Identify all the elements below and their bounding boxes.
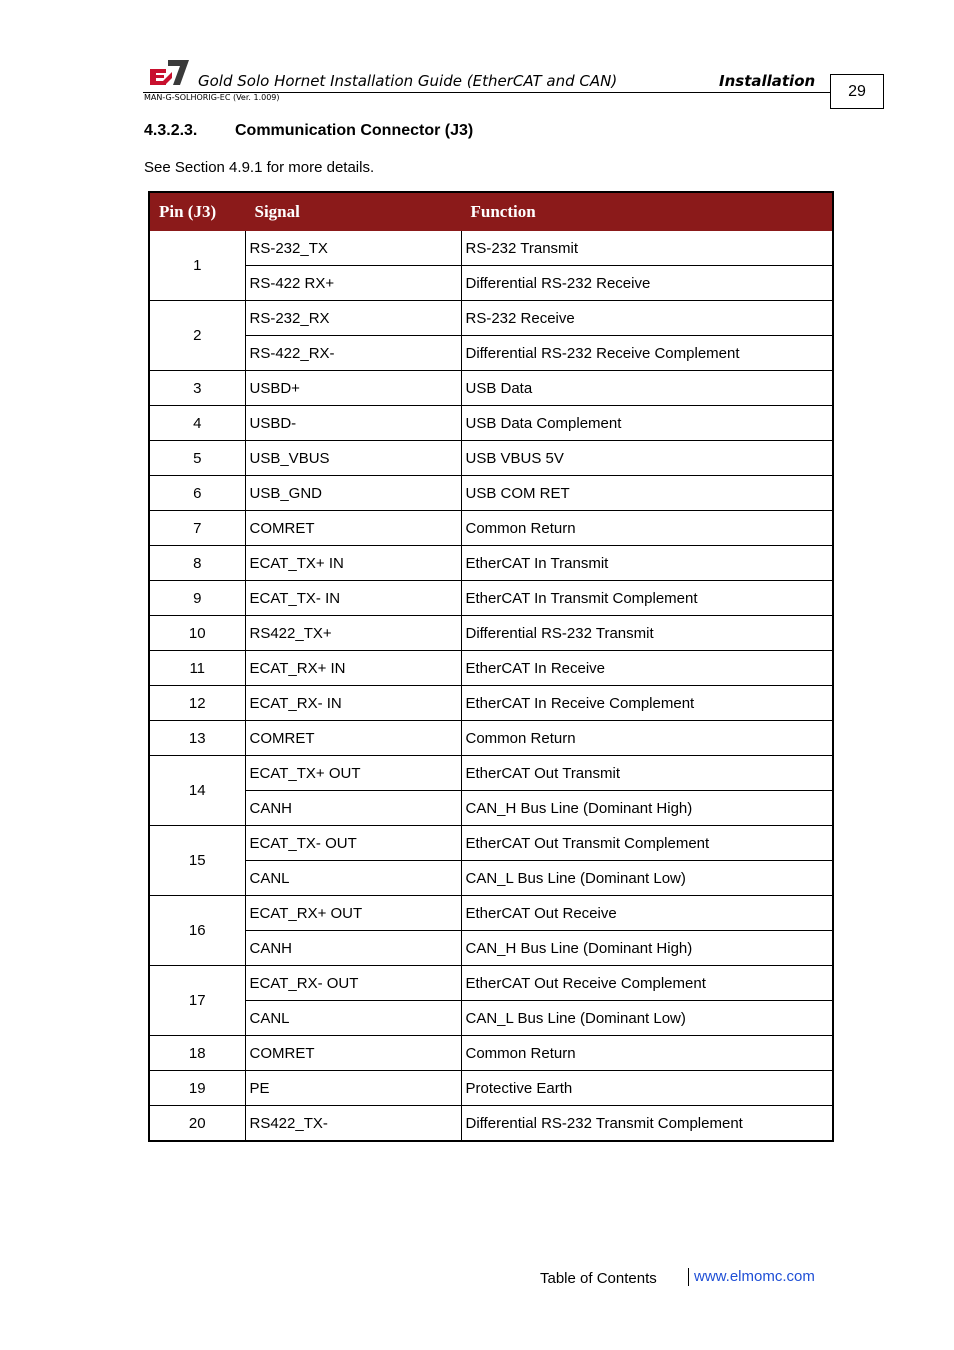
signal-cell: USBD+ bbox=[245, 371, 461, 406]
function-cell: CAN_H Bus Line (Dominant High) bbox=[461, 931, 833, 966]
signal-cell: USB_VBUS bbox=[245, 441, 461, 476]
pin-number-cell: 4 bbox=[149, 406, 245, 441]
pin-number-cell: 2 bbox=[149, 301, 245, 371]
function-cell: EtherCAT Out Transmit Complement bbox=[461, 826, 833, 861]
pin-number-cell: 20 bbox=[149, 1106, 245, 1142]
table-row bbox=[149, 756, 833, 791]
function-cell: Differential RS-232 Receive bbox=[461, 266, 833, 301]
table-row bbox=[149, 231, 833, 266]
website-link[interactable]: www.elmomc.com bbox=[694, 1268, 815, 1285]
function-cell: EtherCAT In Transmit Complement bbox=[461, 581, 833, 616]
page-number bbox=[830, 74, 884, 109]
function-cell: Common Return bbox=[461, 1036, 833, 1071]
function-cell: USB Data bbox=[461, 371, 833, 406]
table-row bbox=[149, 686, 833, 721]
function-cell: Differential RS-232 Transmit Complement bbox=[461, 1106, 833, 1142]
function-cell: USB VBUS 5V bbox=[461, 441, 833, 476]
signal-cell: CANH bbox=[245, 791, 461, 826]
footer-separator bbox=[688, 1268, 689, 1286]
pin-table bbox=[148, 191, 834, 1142]
function-cell: Differential RS-232 Transmit bbox=[461, 616, 833, 651]
table-row bbox=[149, 966, 833, 1001]
function-cell: RS-232 Transmit bbox=[461, 231, 833, 266]
pin-number-cell: 12 bbox=[149, 686, 245, 721]
pin-number-cell: 9 bbox=[149, 581, 245, 616]
function-cell: CAN_L Bus Line (Dominant Low) bbox=[461, 861, 833, 896]
elmo-logo-icon bbox=[148, 58, 190, 88]
table-row bbox=[149, 896, 833, 931]
document-title: Gold Solo Hornet Installation Guide (EtherCAT and CAN) bbox=[198, 72, 618, 90]
table-row bbox=[149, 406, 833, 441]
table-row bbox=[149, 1106, 833, 1142]
signal-cell: ECAT_RX+ OUT bbox=[245, 896, 461, 931]
function-cell: CAN_L Bus Line (Dominant Low) bbox=[461, 1001, 833, 1036]
signal-cell: ECAT_TX+ IN bbox=[245, 546, 461, 581]
signal-cell: ECAT_TX+ OUT bbox=[245, 756, 461, 791]
function-cell: USB COM RET bbox=[461, 476, 833, 511]
function-cell: EtherCAT In Receive Complement bbox=[461, 686, 833, 721]
table-row bbox=[149, 336, 833, 371]
column-header-signal: Signal bbox=[245, 192, 461, 231]
table-row bbox=[149, 931, 833, 966]
signal-cell: CANL bbox=[245, 1001, 461, 1036]
pin-number-cell: 14 bbox=[149, 756, 245, 826]
table-row bbox=[149, 861, 833, 896]
pin-number-cell: 8 bbox=[149, 546, 245, 581]
column-header-pin: Pin (J3) bbox=[149, 192, 245, 231]
pin-number-cell: 5 bbox=[149, 441, 245, 476]
signal-cell: PE bbox=[245, 1071, 461, 1106]
table-row bbox=[149, 441, 833, 476]
pin-number-cell: 16 bbox=[149, 896, 245, 966]
table-body bbox=[149, 231, 833, 1142]
signal-cell: ECAT_RX- OUT bbox=[245, 966, 461, 1001]
pin-number-cell: 19 bbox=[149, 1071, 245, 1106]
pin-number-cell: 18 bbox=[149, 1036, 245, 1071]
page-number-text: 29 bbox=[848, 82, 866, 100]
signal-cell: ECAT_TX- OUT bbox=[245, 826, 461, 861]
signal-cell: COMRET bbox=[245, 1036, 461, 1071]
function-cell: Protective Earth bbox=[461, 1071, 833, 1106]
signal-cell: USBD- bbox=[245, 406, 461, 441]
signal-cell: ECAT_RX- IN bbox=[245, 686, 461, 721]
table-row bbox=[149, 301, 833, 336]
signal-cell: CANL bbox=[245, 861, 461, 896]
signal-cell: ECAT_RX+ IN bbox=[245, 651, 461, 686]
section-name: Installation bbox=[719, 72, 816, 90]
function-cell: EtherCAT Out Transmit bbox=[461, 756, 833, 791]
signal-cell: CANH bbox=[245, 931, 461, 966]
intro-text: See Section 4.9.1 for more details. bbox=[144, 159, 375, 176]
function-cell: EtherCAT In Transmit bbox=[461, 546, 833, 581]
table-row bbox=[149, 1001, 833, 1036]
table-header-row bbox=[149, 192, 833, 231]
signal-cell: RS422_TX- bbox=[245, 1106, 461, 1142]
function-cell: USB Data Complement bbox=[461, 406, 833, 441]
table-row bbox=[149, 826, 833, 861]
pin-number-cell: 15 bbox=[149, 826, 245, 896]
function-cell: Common Return bbox=[461, 721, 833, 756]
table-row bbox=[149, 651, 833, 686]
function-cell: EtherCAT Out Receive Complement bbox=[461, 966, 833, 1001]
pin-number-cell: 7 bbox=[149, 511, 245, 546]
signal-cell: RS-232_TX bbox=[245, 231, 461, 266]
section-number: 4.3.2.3. bbox=[144, 122, 198, 139]
function-cell: EtherCAT Out Receive bbox=[461, 896, 833, 931]
signal-cell: USB_GND bbox=[245, 476, 461, 511]
table-row bbox=[149, 1071, 833, 1106]
pin-number-cell: 3 bbox=[149, 371, 245, 406]
table-row bbox=[149, 511, 833, 546]
table-row bbox=[149, 1036, 833, 1071]
table-row bbox=[149, 581, 833, 616]
pin-number-cell: 10 bbox=[149, 616, 245, 651]
document-code: MAN-G-SOLHORIG-EC (Ver. 1.009) bbox=[144, 93, 280, 102]
table-row bbox=[149, 476, 833, 511]
section-title: Communication Connector (J3) bbox=[235, 122, 474, 139]
signal-cell: RS-422_RX- bbox=[245, 336, 461, 371]
signal-cell: RS-422 RX+ bbox=[245, 266, 461, 301]
column-header-function: Function bbox=[461, 192, 833, 231]
table-row bbox=[149, 791, 833, 826]
section-heading bbox=[144, 122, 473, 140]
pin-number-cell: 13 bbox=[149, 721, 245, 756]
table-of-contents-link[interactable]: Table of Contents bbox=[540, 1270, 657, 1287]
signal-cell: ECAT_TX- IN bbox=[245, 581, 461, 616]
table-row bbox=[149, 371, 833, 406]
function-cell: CAN_H Bus Line (Dominant High) bbox=[461, 791, 833, 826]
signal-cell: COMRET bbox=[245, 721, 461, 756]
signal-cell: RS422_TX+ bbox=[245, 616, 461, 651]
pin-number-cell: 11 bbox=[149, 651, 245, 686]
pin-number-cell: 1 bbox=[149, 231, 245, 301]
function-cell: RS-232 Receive bbox=[461, 301, 833, 336]
signal-cell: RS-232_RX bbox=[245, 301, 461, 336]
table-row bbox=[149, 616, 833, 651]
pin-number-cell: 6 bbox=[149, 476, 245, 511]
function-cell: Differential RS-232 Receive Complement bbox=[461, 336, 833, 371]
function-cell: Common Return bbox=[461, 511, 833, 546]
signal-cell: COMRET bbox=[245, 511, 461, 546]
table-row bbox=[149, 721, 833, 756]
function-cell: EtherCAT In Receive bbox=[461, 651, 833, 686]
table-row bbox=[149, 266, 833, 301]
pin-number-cell: 17 bbox=[149, 966, 245, 1036]
table-row bbox=[149, 546, 833, 581]
